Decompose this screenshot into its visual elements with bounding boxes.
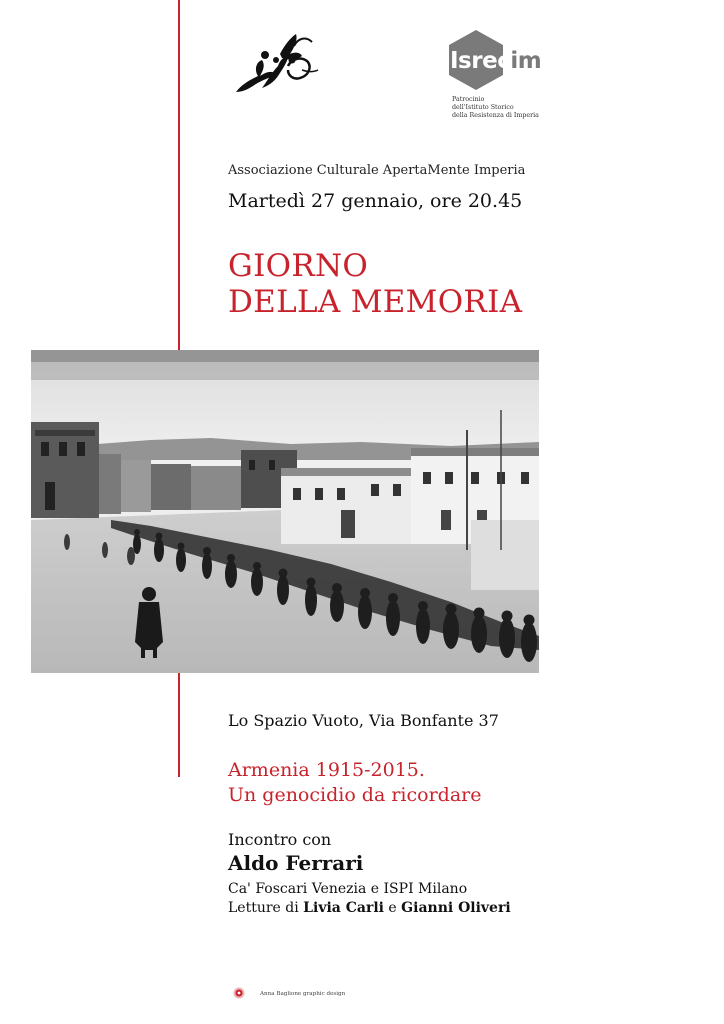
event-subtitle	[228, 758, 481, 808]
speaker-name: Aldo Ferrari	[228, 851, 364, 875]
reader-conjunction: e	[388, 900, 397, 916]
red-vertical-line-bottom	[178, 673, 180, 777]
title-line-1: GIORNO	[228, 248, 369, 284]
affiliation-line: Ca' Foscari Venezia e ISPI Milano	[228, 881, 468, 897]
isrecim-wordmark: Isrecim	[450, 48, 542, 74]
title-line-2: DELLA MEMORIA	[228, 284, 523, 320]
credit-text: Anna Baglione graphic design	[260, 991, 346, 997]
apertamente-logo	[232, 30, 320, 100]
reader-1: Livia Carli	[303, 900, 384, 916]
page-title	[228, 248, 522, 320]
speaker-affiliation	[228, 880, 511, 918]
readers-line	[228, 899, 511, 918]
subtitle-line-1: Armenia 1915-2015.	[228, 759, 425, 781]
patrocinio-text: Patrocinio dell'Istituto Storico della Resistenza di Imperia	[452, 96, 539, 119]
subtitle-line-2: Un genocidio da ricordare	[228, 784, 482, 806]
incontro-label: Incontro con	[228, 830, 332, 849]
reader-2: Gianni Oliveri	[401, 900, 511, 916]
event-date: Martedì 27 gennaio, ore 20.45	[228, 190, 523, 212]
red-vertical-line-top	[178, 0, 180, 350]
letture-label: Letture di	[228, 900, 299, 916]
isrecim-logo	[448, 30, 548, 90]
historical-photo	[31, 350, 539, 673]
venue: Lo Spazio Vuoto, Via Bonfante 37	[228, 711, 499, 730]
designer-logo-icon	[233, 987, 245, 999]
organization-name: Associazione Culturale ApertaMente Imperia	[228, 163, 526, 178]
